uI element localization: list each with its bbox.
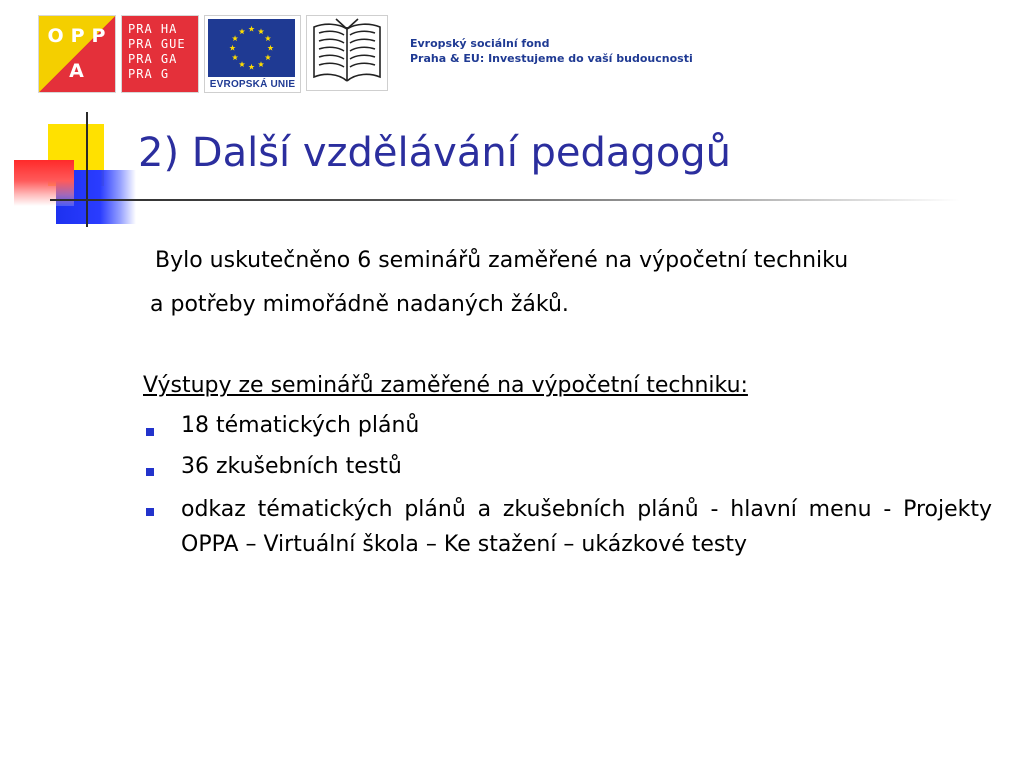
esf-caption-line2: Praha & EU: Investujeme do vaší budoucnosti (410, 52, 693, 65)
eu-logo (204, 15, 301, 93)
outputs-heading: Výstupy ze seminářů zaměřené na výpočetní techniku: (143, 373, 748, 398)
oppa-logo-wordmark-bottom: A (69, 60, 91, 82)
oppa-logo-wordmark-top: OPP (47, 25, 113, 47)
praha-logo-row: PRA GUE (128, 37, 186, 51)
praha-logo-row: PRA G (128, 67, 170, 81)
esf-caption (410, 36, 693, 66)
square-bullet-icon (146, 428, 154, 436)
oppa-logo (38, 15, 116, 93)
eu-logo-caption: EVROPSKÁ UNIE (209, 79, 296, 90)
list-item: 36 zkušebních testů (181, 454, 402, 479)
open-book-logo-icon (306, 15, 388, 91)
square-bullet-icon (146, 508, 154, 516)
praha-logo-row: PRA GA (128, 52, 178, 66)
intro-line-2: a potřeby mimořádně nadaných žáků. (150, 292, 569, 317)
title-divider-line (50, 199, 960, 201)
esf-caption-line1: Evropský sociální fond (410, 37, 550, 50)
intro-line-1: Bylo uskutečněno 6 seminářů zaměřené na výpočetní techniku (155, 248, 849, 273)
deco-vertical-line (86, 112, 88, 227)
list-item: 18 tématických plánů (181, 413, 420, 438)
slide-title: 2) Další vzdělávání pedagogů (138, 130, 732, 176)
square-bullet-icon (146, 468, 154, 476)
praha-logo (121, 15, 199, 93)
eu-flag-icon (208, 19, 295, 77)
praha-logo-row: PRA HA (128, 22, 178, 36)
list-item: odkaz tématických plánů a zkušebních plánů - hlavní menu - Projekty OPPA – Virtuální škola – Ke stažení – ukázkové testy (181, 497, 992, 557)
